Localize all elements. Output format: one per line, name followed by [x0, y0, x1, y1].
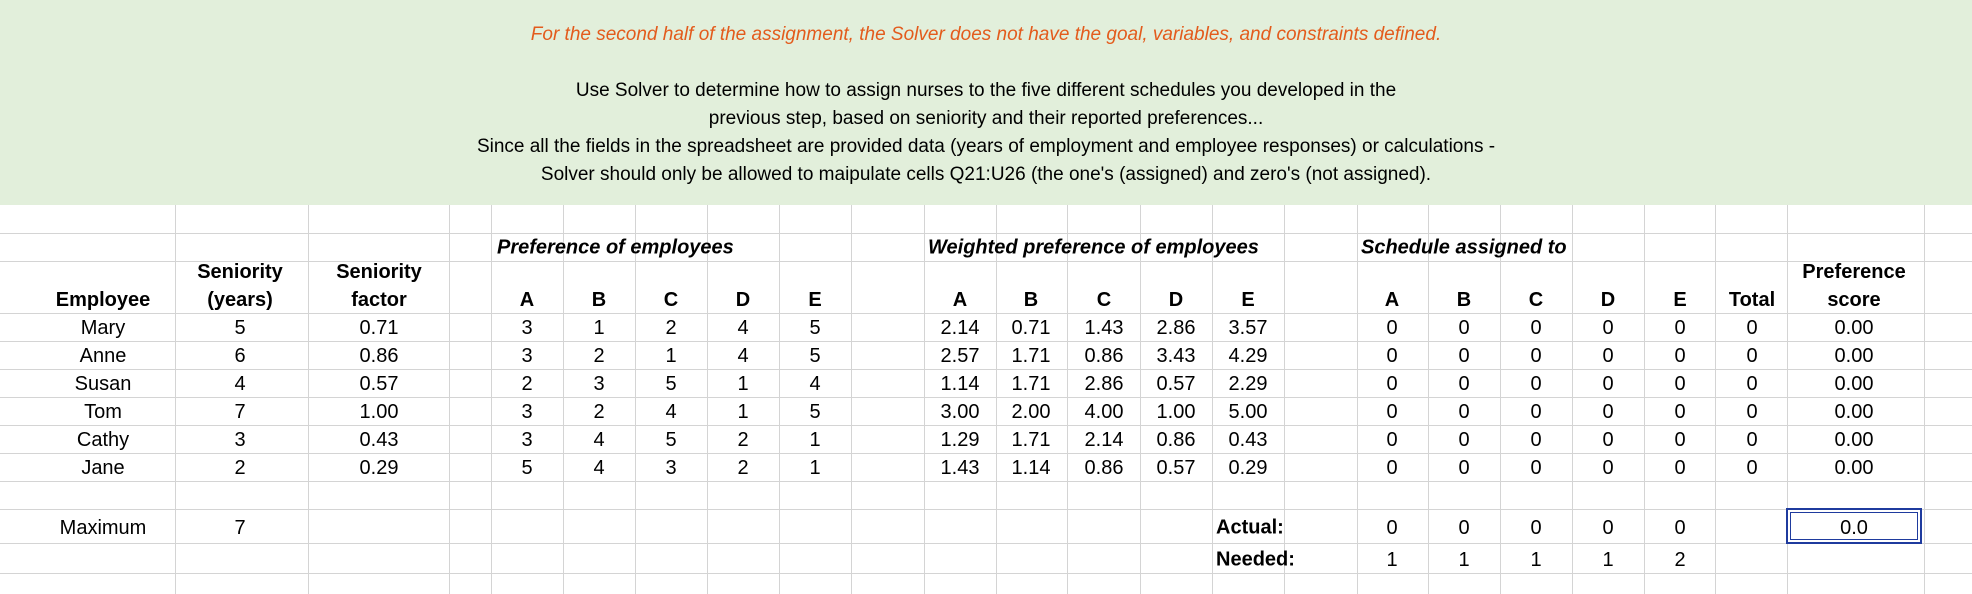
preference-cell[interactable]: 4 — [593, 457, 605, 479]
preference-score[interactable]: 0.00 — [1834, 345, 1874, 367]
weighted-preference-cell[interactable]: 3.00 — [940, 401, 980, 423]
weighted-preference-cell[interactable]: 2.57 — [940, 345, 980, 367]
seniority-factor[interactable]: 0.29 — [359, 457, 399, 479]
assignment-cell[interactable]: 0 — [1458, 345, 1470, 367]
seniority-factor[interactable]: 0.71 — [359, 317, 399, 339]
employee-name: Tom — [84, 401, 122, 423]
preference-section-title: Preference of employees — [497, 236, 734, 259]
assignment-cell[interactable]: 0 — [1386, 429, 1398, 451]
weighted-preference-cell[interactable]: 4.29 — [1228, 345, 1268, 367]
seniority-years[interactable]: 7 — [234, 401, 246, 423]
preference-cell[interactable]: 5 — [809, 345, 821, 367]
preference-cell[interactable]: 2 — [737, 457, 749, 479]
total-header: Total — [1728, 289, 1776, 311]
factor-header-sub: factor — [351, 289, 407, 311]
weighted-preference-cell[interactable]: 2.14 — [1084, 429, 1124, 451]
assignment-cell[interactable]: 0 — [1602, 317, 1614, 339]
preference-cell[interactable]: 1 — [593, 317, 605, 339]
preference-cell[interactable]: 3 — [593, 373, 605, 395]
weighted-preference-cell[interactable]: 2.00 — [1011, 401, 1051, 423]
assignment-cell[interactable]: 0 — [1530, 401, 1542, 423]
needed-count-cell[interactable]: 1 — [1530, 549, 1542, 571]
actual-count-cell[interactable]: 0 — [1458, 517, 1470, 539]
weighted-preference-cell[interactable]: 0.86 — [1084, 457, 1124, 479]
pref-col-header-a: A — [519, 289, 535, 311]
preference-cell[interactable]: 4 — [809, 373, 821, 395]
assignment-cell[interactable]: 0 — [1602, 457, 1614, 479]
assignment-cell[interactable]: 0 — [1530, 429, 1542, 451]
weighted-preference-cell[interactable]: 0.57 — [1156, 457, 1196, 479]
assignment-cell[interactable]: 0 — [1674, 373, 1686, 395]
assignment-cell[interactable]: 0 — [1386, 373, 1398, 395]
schedule-col-header-b: B — [1456, 289, 1472, 311]
maximum-value: 7 — [234, 517, 246, 539]
assignment-cell[interactable]: 0 — [1602, 345, 1614, 367]
seniority-header-unit: (years) — [207, 289, 273, 311]
assignment-total[interactable]: 0 — [1746, 317, 1758, 339]
weighted-preference-cell[interactable]: 4.00 — [1084, 401, 1124, 423]
assignment-cell[interactable]: 0 — [1602, 429, 1614, 451]
preference-cell[interactable]: 3 — [665, 457, 677, 479]
actual-count-cell[interactable]: 0 — [1602, 517, 1614, 539]
preference-cell[interactable]: 2 — [521, 373, 533, 395]
weighted-preference-cell[interactable]: 1.71 — [1011, 345, 1051, 367]
score-header: Preference — [1802, 261, 1906, 283]
weighted-col-header-e: E — [1241, 289, 1255, 311]
schedule-col-header-c: C — [1528, 289, 1544, 311]
assignment-total[interactable]: 0 — [1746, 429, 1758, 451]
instruction-line: Solver should only be allowed to maipulate cells Q21:U26 (the one's (assigned) and zero's (not assigned). — [540, 164, 1432, 185]
assignment-cell[interactable]: 0 — [1674, 429, 1686, 451]
needed-count-cell[interactable]: 1 — [1458, 549, 1470, 571]
preference-cell[interactable]: 2 — [593, 401, 605, 423]
assignment-cell[interactable]: 0 — [1530, 457, 1542, 479]
assignment-cell[interactable]: 0 — [1674, 317, 1686, 339]
assignment-cell[interactable]: 0 — [1386, 317, 1398, 339]
weighted-preference-cell[interactable]: 1.43 — [940, 457, 980, 479]
factor-header: Seniority — [336, 261, 422, 283]
actual-label: Actual: — [1216, 516, 1284, 539]
weighted-col-header-b: B — [1023, 289, 1039, 311]
assignment-total[interactable]: 0 — [1746, 401, 1758, 423]
weighted-preference-cell[interactable]: 2.29 — [1228, 373, 1268, 395]
weighted-preference-cell[interactable]: 1.71 — [1011, 373, 1051, 395]
actual-count-cell[interactable]: 0 — [1530, 517, 1542, 539]
preference-cell[interactable]: 2 — [593, 345, 605, 367]
actual-count-cell[interactable]: 0 — [1386, 517, 1398, 539]
assignment-cell[interactable]: 0 — [1674, 457, 1686, 479]
weighted-col-header-d: D — [1168, 289, 1184, 311]
weighted-preference-cell[interactable]: 0.43 — [1228, 429, 1268, 451]
needed-count-cell[interactable]: 1 — [1602, 549, 1614, 571]
weighted-preference-cell[interactable]: 1.43 — [1084, 317, 1124, 339]
preference-score[interactable]: 0.00 — [1834, 457, 1874, 479]
assignment-total[interactable]: 0 — [1746, 457, 1758, 479]
weighted-preference-cell[interactable]: 3.43 — [1156, 345, 1196, 367]
assignment-cell[interactable]: 0 — [1458, 401, 1470, 423]
weighted-preference-cell[interactable]: 0.29 — [1228, 457, 1268, 479]
weighted-preference-cell[interactable]: 0.57 — [1156, 373, 1196, 395]
assignment-cell[interactable]: 0 — [1458, 317, 1470, 339]
schedule-col-header-a: A — [1384, 289, 1400, 311]
pref-col-header-e: E — [808, 289, 822, 311]
weighted-preference-cell[interactable]: 5.00 — [1228, 401, 1268, 423]
pref-col-header-d: D — [735, 289, 751, 311]
assignment-cell[interactable]: 0 — [1602, 401, 1614, 423]
preference-score[interactable]: 0.00 — [1834, 401, 1874, 423]
seniority-years[interactable]: 4 — [234, 373, 246, 395]
weighted-preference-cell[interactable]: 1.00 — [1156, 401, 1196, 423]
preference-cell[interactable]: 5 — [665, 373, 677, 395]
preference-cell[interactable]: 5 — [809, 317, 821, 339]
employee-name: Susan — [74, 373, 132, 395]
preference-cell[interactable]: 4 — [737, 317, 749, 339]
assignment-cell[interactable]: 0 — [1530, 345, 1542, 367]
needed-count-cell[interactable]: 1 — [1386, 549, 1398, 571]
seniority-factor[interactable]: 0.86 — [359, 345, 399, 367]
weighted-section-title: Weighted preference of employees — [928, 236, 1259, 259]
preference-cell[interactable]: 1 — [809, 457, 821, 479]
needed-count-cell[interactable]: 2 — [1674, 549, 1686, 571]
employee-name: Cathy — [76, 429, 130, 451]
preference-cell[interactable]: 4 — [593, 429, 605, 451]
preference-score[interactable]: 0.00 — [1834, 429, 1874, 451]
weighted-col-header-a: A — [952, 289, 968, 311]
preference-cell[interactable]: 2 — [737, 429, 749, 451]
preference-cell[interactable]: 5 — [809, 401, 821, 423]
preference-cell[interactable]: 3 — [521, 429, 533, 451]
weighted-preference-cell[interactable]: 2.14 — [940, 317, 980, 339]
weighted-preference-cell[interactable]: 1.29 — [940, 429, 980, 451]
assignment-cell[interactable]: 0 — [1674, 401, 1686, 423]
instruction-line: Since all the fields in the spreadsheet are provided data (years of employment and employee responses) or calculations - — [476, 136, 1496, 157]
seniority-factor[interactable]: 0.43 — [359, 429, 399, 451]
assignment-cell[interactable]: 0 — [1386, 401, 1398, 423]
assignment-cell[interactable]: 0 — [1530, 373, 1542, 395]
assignment-cell[interactable]: 0 — [1602, 373, 1614, 395]
weighted-preference-cell[interactable]: 2.86 — [1156, 317, 1196, 339]
weighted-preference-cell[interactable]: 1.14 — [940, 373, 980, 395]
assignment-cell[interactable]: 0 — [1386, 457, 1398, 479]
employee-name: Jane — [81, 457, 125, 479]
assignment-cell[interactable]: 0 — [1458, 457, 1470, 479]
assignment-cell[interactable]: 0 — [1674, 345, 1686, 367]
pref-col-header-c: C — [663, 289, 679, 311]
weighted-col-header-c: C — [1096, 289, 1112, 311]
weighted-preference-cell[interactable]: 0.86 — [1084, 345, 1124, 367]
assignment-cell[interactable]: 0 — [1386, 345, 1398, 367]
assignment-cell[interactable]: 0 — [1458, 373, 1470, 395]
employee-name: Anne — [79, 345, 127, 367]
seniority-years[interactable]: 2 — [234, 457, 246, 479]
actual-count-cell[interactable]: 0 — [1674, 517, 1686, 539]
preference-cell[interactable]: 5 — [521, 457, 533, 479]
preference-cell[interactable]: 1 — [809, 429, 821, 451]
preference-cell[interactable]: 5 — [665, 429, 677, 451]
schedule-col-header-e: E — [1673, 289, 1687, 311]
instruction-line: previous step, based on seniority and their reported preferences... — [708, 108, 1264, 129]
assignment-total[interactable]: 0 — [1746, 345, 1758, 367]
maximum-label: Maximum — [59, 517, 147, 539]
preference-cell[interactable]: 4 — [737, 345, 749, 367]
preference-cell[interactable]: 3 — [521, 317, 533, 339]
weighted-preference-cell[interactable]: 0.71 — [1011, 317, 1051, 339]
employee-header: Employee — [55, 289, 151, 311]
assignment-cell[interactable]: 0 — [1530, 317, 1542, 339]
schedule-col-header-d: D — [1600, 289, 1616, 311]
seniority-years[interactable]: 5 — [234, 317, 246, 339]
weighted-preference-cell[interactable]: 2.86 — [1084, 373, 1124, 395]
weighted-preference-cell[interactable]: 1.71 — [1011, 429, 1051, 451]
preference-score[interactable]: 0.00 — [1834, 317, 1874, 339]
preference-cell[interactable]: 1 — [665, 345, 677, 367]
pref-col-header-b: B — [591, 289, 607, 311]
instructions-banner — [0, 0, 1972, 205]
seniority-years[interactable]: 6 — [234, 345, 246, 367]
preference-cell[interactable]: 1 — [737, 373, 749, 395]
solver-warning: For the second half of the assignment, the Solver does not have the goal, variables, and constraints defined. — [530, 24, 1442, 45]
score-header-sub: score — [1827, 289, 1881, 311]
seniority-factor[interactable]: 1.00 — [359, 401, 399, 423]
schedule-section-title: Schedule assigned to — [1361, 236, 1567, 259]
weighted-preference-cell[interactable]: 1.14 — [1011, 457, 1051, 479]
weighted-preference-cell[interactable]: 3.57 — [1228, 317, 1268, 339]
assignment-cell[interactable]: 0 — [1458, 429, 1470, 451]
total-score-value[interactable]: 0.0 — [1840, 517, 1868, 539]
preference-cell[interactable]: 1 — [737, 401, 749, 423]
employee-name: Mary — [80, 317, 126, 339]
seniority-years[interactable]: 3 — [234, 429, 246, 451]
seniority-factor[interactable]: 0.57 — [359, 373, 399, 395]
needed-label: Needed: — [1216, 548, 1295, 571]
preference-cell[interactable]: 4 — [665, 401, 677, 423]
assignment-total[interactable]: 0 — [1746, 373, 1758, 395]
preference-cell[interactable]: 3 — [521, 345, 533, 367]
seniority-header: Seniority — [197, 261, 283, 283]
weighted-preference-cell[interactable]: 0.86 — [1156, 429, 1196, 451]
preference-cell[interactable]: 3 — [521, 401, 533, 423]
instruction-line: Use Solver to determine how to assign nurses to the five different schedules you developed in the — [575, 80, 1397, 101]
preference-score[interactable]: 0.00 — [1834, 373, 1874, 395]
preference-cell[interactable]: 2 — [665, 317, 677, 339]
